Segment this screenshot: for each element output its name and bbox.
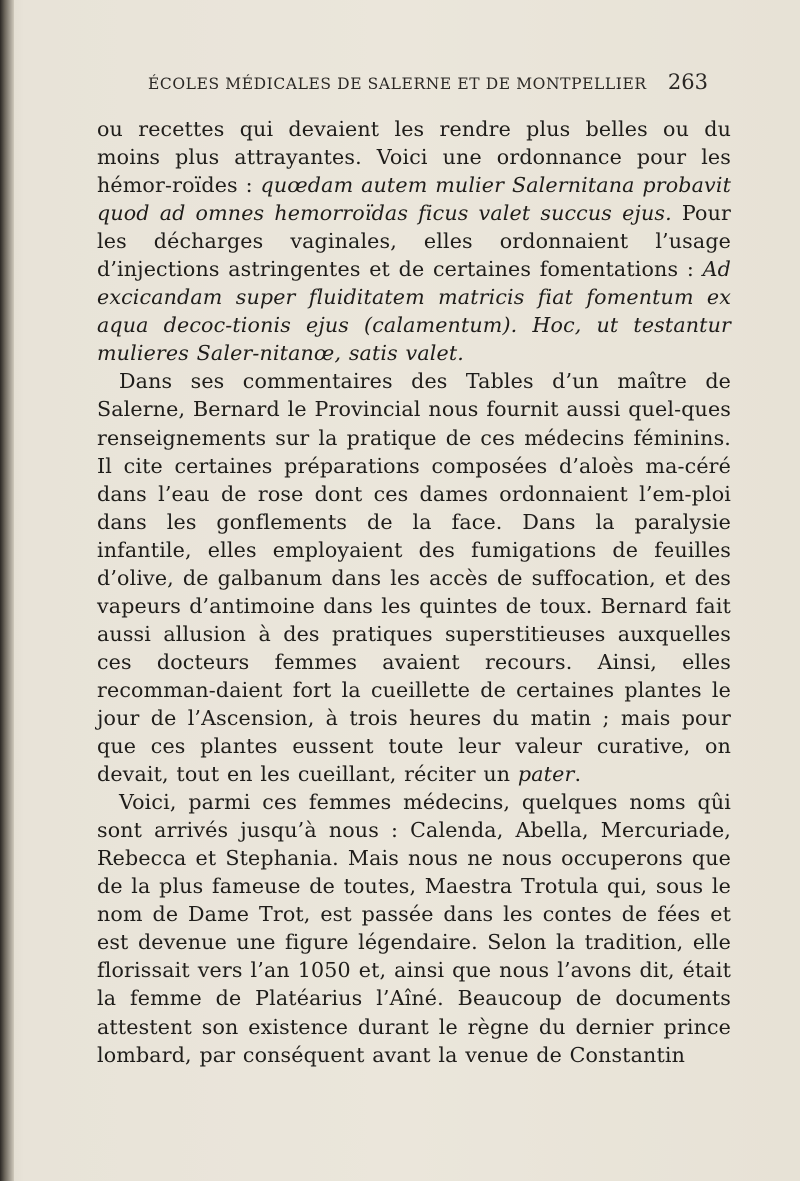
paragraph-1-text-2: Pour les décharges vaginales, elles ordonnaient l’usage d’injections astringentes et de certaines fomentations : [97, 201, 731, 282]
paragraph-3-text: Voici, parmi ces femmes médecins, quelques noms qûi sont arrivés jusqu’à nous : Calenda, Abella, Mercuriade, Rebecca et Stephania. Mais nous ne nous occuperons que de la plus fameuse de toutes, Maestra Trotula qui, sous le nom de Dame Trot, est passée dans les contes de fées et est devenue une figure légendaire. Selon la tradition, elle florissait vers l’an 1050 et, ainsi que nous l’avons dit, était la femme de Platéarius l’Aîné. Beaucoup de documents attestent son existence durant le règne du dernier prince lombard, par conséquent avant la venue de Constantin [97, 790, 731, 1067]
running-head-title: ÉCOLES MÉDICALES DE SALERNE ET DE MONTPELLIER [148, 75, 647, 93]
paragraph-1-latin-quote-1: quœdam autem mulier Salernitana probavit quod ad omnes hemorroïdas ficus valet succus ejus. [97, 173, 732, 226]
paragraph-3 [97, 788, 731, 1068]
paragraph-2-italic-word: pater [517, 762, 575, 787]
running-head [148, 70, 708, 106]
paragraph-2 [97, 367, 731, 788]
binding-shadow [0, 0, 14, 1181]
paragraph-1-latin-quote-2: Ad excicandam super fluiditatem matricis fiat fomentum ex aqua decoc-tionis ejus (calamentum). Hoc, ut testantur mulieres Saler-nitanœ, satis valet. [97, 257, 731, 366]
page-number: 263 [667, 70, 708, 94]
paragraph-2-text-end: . [574, 762, 582, 787]
body-text [97, 115, 731, 1069]
paragraph-2-text: Dans ses commentaires des Tables d’un maître de Salerne, Bernard le Provincial nous fournit aussi quel-ques renseignements sur la pratique de ces médecins féminins. Il cite certaines préparations composées d’aloès ma-céré dans l’eau de rose dont ces dames ordonnaient l’em-ploi dans les gonflements de la face. Dans la paralysie infantile, elles employaient des fumigations de feuilles d’olive, de galbanum dans les accès de suffocation, et des vapeurs d’antimoine dans les quintes de toux. Bernard fait aussi allusion à des pratiques superstitieuses auxquelles ces docteurs femmes avaient recours. Ainsi, elles recomman-daient fort la cueillette de certaines plantes le jour de l’Ascension, à trois heures du matin ; mais pour que ces plantes eussent toute leur valeur curative, on devait, tout en les cueillant, réciter un [97, 369, 731, 787]
paragraph-1-text: ou recettes qui devaient les rendre plus belles ou du moins plus attrayantes. Voici une ordonnance pour les hémor-roïdes : [97, 117, 731, 198]
paragraph-1 [97, 115, 731, 367]
